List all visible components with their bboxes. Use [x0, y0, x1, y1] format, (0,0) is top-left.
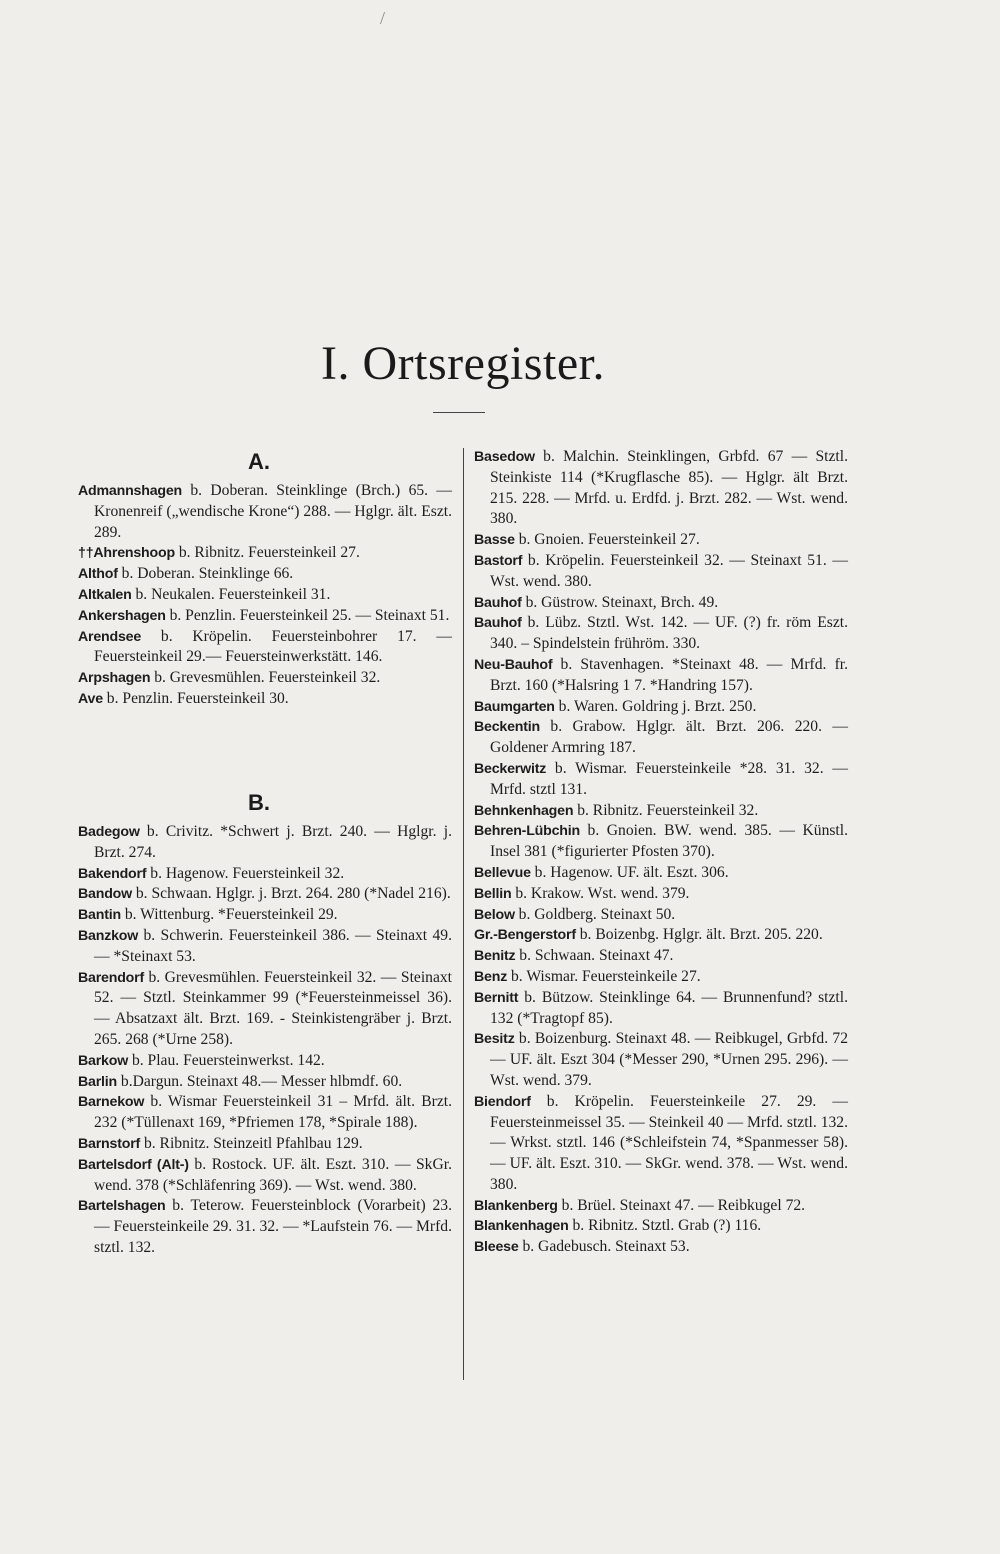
entry-details: b. Grevesmühlen. Feuersteinkeil 32. — [150, 669, 381, 687]
entry-place-name: Bleese — [474, 1239, 519, 1256]
index-entry — [474, 946, 848, 967]
index-entry — [474, 1196, 848, 1217]
entry-place-name: Bellevue — [474, 864, 531, 881]
entry-details: b. Penzlin. Feuersteinkeil 25. — Steinaxt 51. — [165, 606, 450, 624]
section-letter-a: A. — [248, 449, 270, 474]
index-entry — [78, 689, 452, 710]
entry-details: b. Doberan. Steinklinge 66. — [117, 565, 294, 583]
entry-place-name: Below — [474, 906, 515, 923]
entry-details: b. Lübz. Stztl. Wst. 142. — UF. (?) fr. röm Eszt. 340. – Spindelstein frühröm. 330. — [490, 614, 848, 653]
index-entry — [78, 864, 452, 885]
index-entry — [78, 543, 452, 564]
entry-place-name: Altkalen — [78, 586, 132, 603]
entry-place-name: Benitz — [474, 948, 516, 965]
index-entry — [474, 925, 848, 946]
entry-place-name: Behren-Lübchin — [474, 823, 580, 840]
entry-details: b.Dargun. Steinaxt 48.— Messer hlbmdf. 60. — [117, 1072, 403, 1090]
entry-place-name: Barkow — [78, 1052, 129, 1069]
entry-place-name: Arendsee — [78, 628, 142, 645]
entry-details: b. Kröpelin. Feuersteinbohrer 17. — Feuersteinkeil 29.— Feuersteinwerkstätt. 146. — [94, 627, 452, 666]
entry-details: b. Schwerin. Feuersteinkeil 386. — Steinaxt 49. — *Steinaxt 53. — [94, 926, 452, 965]
entry-details: b. Gnoien. Feuersteinkeil 27. — [514, 531, 700, 549]
entry-place-name: Neu-Bauhof — [474, 656, 553, 673]
index-entry — [78, 905, 452, 926]
entry-place-name: Bastorf — [474, 552, 523, 569]
entry-details: b. Gadebusch. Steinaxt 53. — [518, 1238, 690, 1256]
entry-details: b. Boizenburg. Steinaxt 48. — Reibkugel, Grbfd. 72 — UF. ält. Eszt 304 (*Messer 290, *Urnen 295. 296). — Wst. wend. 379. — [490, 1030, 848, 1089]
entry-place-name: Besitz — [474, 1031, 515, 1048]
index-entry — [78, 564, 452, 585]
entry-details: b. Teterow. Feuersteinblock (Vorarbeit) 23. — Feuersteinkeile 29. 31. 32. — *Laufstein 76. — Mrfd. stztl. 132. — [94, 1197, 452, 1256]
index-entry — [474, 905, 848, 926]
index-entry — [474, 1092, 848, 1196]
index-entry — [474, 1237, 848, 1258]
entry-details: b. Wittenburg. *Feuersteinkeil 29. — [120, 906, 338, 924]
index-entry — [474, 447, 848, 530]
entry-place-name: Bernitt — [474, 989, 519, 1006]
entry-details: b. Ribnitz. Feuersteinkeil 32. — [573, 801, 759, 819]
entry-place-name: Blankenberg — [474, 1197, 558, 1214]
entry-place-name: Bartelshagen — [78, 1198, 166, 1215]
entry-place-name: Behnkenhagen — [474, 802, 574, 819]
title-rule — [433, 412, 485, 413]
index-entry — [78, 668, 452, 689]
entry-details: b. Wismar. Feuersteinkeile *28. 31. 32. — Mrfd. stztl 131. — [490, 759, 848, 798]
index-entry — [78, 1155, 452, 1197]
entry-details: b. Doberan. Steinklinge (Brch.) 65. — Kronenreif („wendische Krone“) 288. — Hglgr. ält. Eszt. 289. — [94, 482, 452, 541]
page-title: I. Ortsregister. — [321, 337, 605, 390]
index-entry — [474, 613, 848, 655]
entry-details: b. Brüel. Steinaxt 47. — Reibkugel 72. — [557, 1196, 806, 1214]
entry-details: b. Penzlin. Feuersteinkeil 30. — [102, 689, 289, 707]
entry-place-name: Gr.-Bengerstorf — [474, 927, 576, 944]
entry-place-name: Blankenhagen — [474, 1218, 569, 1235]
index-entry — [78, 1196, 452, 1258]
index-entry — [474, 759, 848, 801]
entry-details: b. Grevesmühlen. Feuersteinkeil 32. — Steinaxt 52. — Stztl. Steinkammer 99 (*Feuersteinmeissel 36). — Absatzaxt ält. Brzt. 169. - Steinkistengräber j. Brzt. 265. 268 (*Urne 258). — [94, 968, 452, 1048]
entry-details: b. Bützow. Steinklinge 64. — Brunnenfund? stztl. 132 (*Tragtopf 85). — [490, 988, 848, 1027]
entry-details: b. Krakow. Wst. wend. 379. — [511, 884, 690, 902]
entry-details: b. Grabow. Hglgr. ält. Brzt. 206. 220. — Goldener Armring 187. — [490, 718, 848, 757]
index-entry — [78, 1072, 452, 1093]
entry-details: b. Waren. Goldring j. Brzt. 250. — [554, 697, 757, 715]
index-entry — [474, 655, 848, 697]
entry-place-name: Arpshagen — [78, 670, 151, 687]
entry-place-name: Bartelsdorf (Alt-) — [78, 1156, 189, 1173]
entry-details: b. Schwaan. Hglgr. j. Brzt. 264. 280 (*Nadel 216). — [131, 885, 451, 903]
entry-details: b. Crivitz. *Schwert j. Brzt. 240. — Hglgr. j. Brzt. 274. — [94, 823, 452, 861]
entry-place-name: Biendorf — [474, 1093, 531, 1110]
entry-details: b. Neukalen. Feuersteinkeil 31. — [131, 585, 331, 603]
entry-place-name: ††Ahrenshoop — [78, 545, 175, 562]
entry-details: b. Hagenow. Feuersteinkeil 32. — [146, 864, 345, 882]
entry-details: b. Schwaan. Steinaxt 47. — [515, 947, 674, 965]
page-mark: / — [380, 8, 386, 28]
entry-place-name: Ave — [78, 690, 103, 707]
entry-place-name: Beckerwitz — [474, 760, 547, 777]
entry-place-name: Bellin — [474, 885, 512, 902]
entry-details: b. Ribnitz. Feuersteinkeil 27. — [174, 544, 360, 562]
entry-details: b. Plau. Feuersteinwerkst. 142. — [128, 1051, 325, 1069]
column-divider — [463, 448, 464, 1380]
section-letter-b: B. — [248, 790, 270, 815]
entry-details: b. Wismar. Feuersteinkeile 27. — [507, 967, 701, 985]
entry-place-name: Admannshagen — [78, 483, 183, 499]
entry-place-name: Barnekow — [78, 1094, 145, 1111]
entry-details: b. Hagenow. UF. ält. Eszt. 306. — [530, 863, 729, 881]
entry-place-name: Badegow — [78, 824, 140, 840]
index-entry — [474, 593, 848, 614]
index-entry — [78, 481, 452, 543]
index-entry — [78, 585, 452, 606]
index-entry — [474, 551, 848, 593]
entry-place-name: Bantin — [78, 907, 121, 924]
index-entry — [78, 627, 452, 669]
entry-place-name: Beckentin — [474, 719, 541, 736]
index-list-right — [474, 447, 848, 1258]
entry-place-name: Barlin — [78, 1073, 118, 1090]
index-entry — [78, 606, 452, 627]
index-entry — [474, 863, 848, 884]
index-entry — [78, 1134, 452, 1155]
entry-details: b. Boizenbg. Hglgr. ält. Brzt. 205. 220. — [575, 926, 823, 944]
index-entry — [78, 968, 452, 1051]
index-list-b — [78, 822, 452, 1259]
entry-details: b. Malchin. Steinklingen, Grbfd. 67 — Stztl. Steinkiste 114 (*Krugflasche 85). — Hglgr. ält Brzt. 215. 228. — Mrfd. u. Erdfd. j. Brzt. 282. — Wst. wend. 380. — [490, 448, 848, 528]
index-entry — [474, 884, 848, 905]
entry-place-name: Barnstorf — [78, 1135, 141, 1152]
entry-place-name: Benz — [474, 968, 508, 985]
entry-place-name: Baumgarten — [474, 698, 555, 715]
entry-place-name: Bakendorf — [78, 865, 147, 882]
entry-details: b. Rostock. UF. ält. Eszt. 310. — SkGr. wend. 378 (*Schläfenring 369). — Wst. wend. 380. — [94, 1155, 452, 1194]
entry-place-name: Basse — [474, 532, 515, 549]
entry-details: b. Kröpelin. Feuersteinkeile 27. 29. — Feuersteinmeissel 35. — Steinkeil 40 — Mrfd. stztl. 132. — Wrkst. stztl. 146 (*Schleifstein 74, *Spanmesser 58). — UF. ält. Eszt. 310. — SkGr. wend. 378. — Wst. wend. 380. — [490, 1092, 848, 1193]
index-entry — [78, 884, 452, 905]
index-entry — [78, 926, 452, 968]
index-entry — [474, 801, 848, 822]
index-entry — [474, 821, 848, 863]
entry-details: b. Stavenhagen. *Steinaxt 48. — Mrfd. fr. Brzt. 160 (*Halsring 1 7. *Handring 157). — [490, 655, 848, 694]
index-entry — [474, 988, 848, 1030]
index-entry — [474, 697, 848, 718]
entry-details: b. Gnoien. BW. wend. 385. — Künstl. Insel 381 (*figurierter Pfosten 370). — [490, 822, 848, 861]
index-entry — [78, 1092, 452, 1134]
entry-place-name: Bauhof — [474, 615, 522, 632]
entry-place-name: Ankershagen — [78, 607, 166, 624]
entry-place-name: Banzkow — [78, 927, 139, 944]
entry-details: b. Wismar Feuersteinkeil 31 – Mrfd. ält. Brzt. 232 (*Tüllenaxt 169, *Pfriemen 178, *Spirale 188). — [94, 1093, 452, 1132]
index-entry — [474, 967, 848, 988]
index-entry — [474, 530, 848, 551]
index-list-a — [78, 481, 452, 710]
entry-details: b. Ribnitz. Steinzeitl Pfahlbau 129. — [140, 1134, 363, 1152]
index-entry — [474, 1029, 848, 1091]
entry-place-name: Althof — [78, 566, 118, 583]
entry-details: b. Güstrow. Steinaxt, Brch. 49. — [521, 593, 719, 611]
entry-place-name: Bauhof — [474, 594, 522, 611]
entry-details: b. Kröpelin. Feuersteinkeil 32. — Steinaxt 51. — Wst. wend. 380. — [490, 551, 848, 590]
entry-details: b. Goldberg. Steinaxt 50. — [514, 905, 676, 923]
index-entry — [78, 822, 452, 864]
entry-details: b. Ribnitz. Stztl. Grab (?) 116. — [568, 1217, 762, 1235]
index-entry — [78, 1051, 452, 1072]
entry-place-name: Bandow — [78, 886, 132, 903]
entry-place-name: Barendorf — [78, 969, 144, 986]
index-entry — [474, 717, 848, 759]
index-entry — [474, 1216, 848, 1237]
entry-place-name: Basedow — [474, 449, 535, 465]
